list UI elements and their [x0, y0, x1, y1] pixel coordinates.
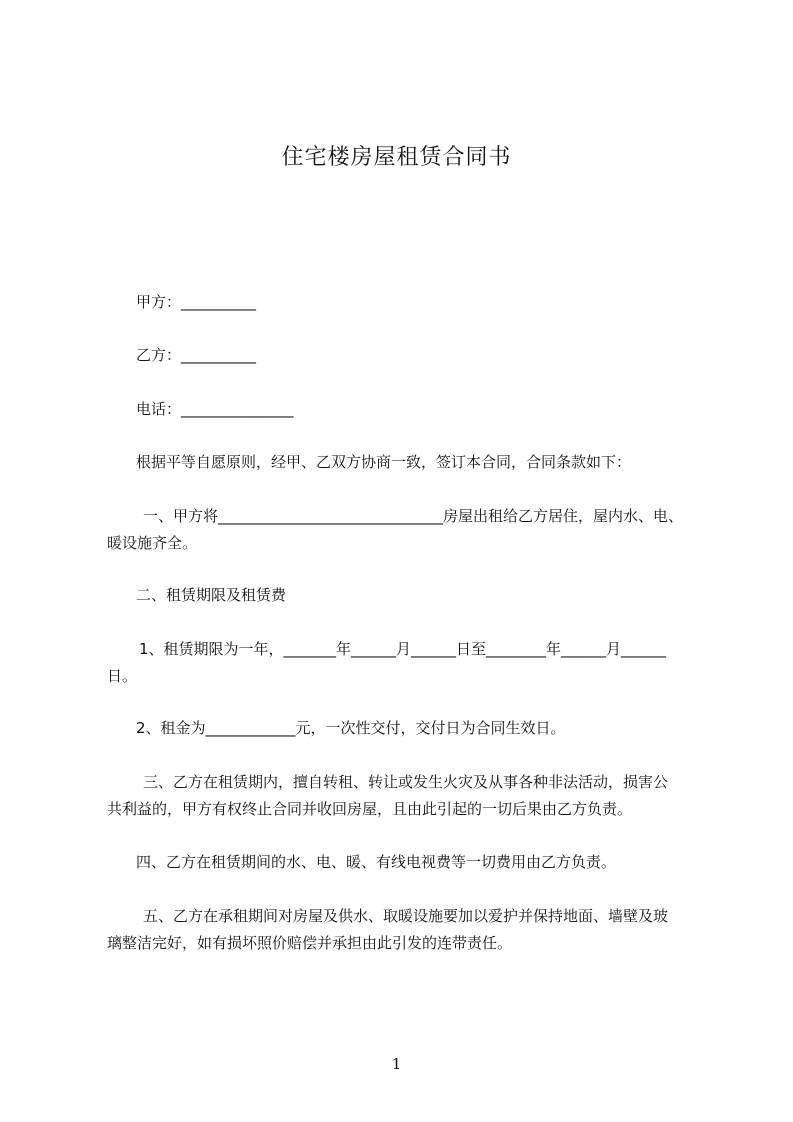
page-number: 1: [391, 1055, 402, 1073]
party-a-line: 甲方：__________: [136, 293, 257, 311]
document-title: 住宅楼房屋租赁合同书: [281, 145, 512, 170]
clause-2-1-line-1: 1、租赁期限为一年，_______年______月______日至________年______月______: [139, 640, 667, 658]
clause-5-line-2: 璃整洁完好，如有损坏照价赔偿并承担由此引发的连带责任。: [107, 934, 513, 952]
clause-4: 四、乙方在租赁期间的水、电、暖、有线电视费等一切费用由乙方负责。: [136, 853, 617, 871]
clause-3-line-1: 三、乙方在租赁期内，擅自转租、转让或发生火灾及从事各种非法活动，损害公: [143, 773, 669, 791]
clause-2-1-line-2: 日。: [107, 667, 138, 685]
clause-2-2: 2、租金为____________元，一次性交付，交付日为合同生效日。: [136, 719, 566, 737]
clause-1-line-1: 一、甲方将______________________________房屋出租给乙方居住，屋内水、电、: [143, 507, 684, 525]
clause-2-heading: 二、租赁期限及租赁费: [136, 586, 287, 604]
party-b-line: 乙方：__________: [136, 346, 257, 364]
clause-3-line-2: 共利益的，甲方有权终止合同并收回房屋，且由此引起的一切后果由乙方负责。: [107, 800, 633, 818]
clause-1-line-2: 暖设施齐全。: [107, 534, 198, 552]
clause-5-line-1: 五、乙方在承租期间对房屋及供水、取暖设施要加以爱护并保持地面、墙壁及玻: [143, 907, 669, 925]
phone-line: 电话：_______________: [136, 400, 294, 418]
intro-paragraph: 根据平等自愿原则，经甲、乙双方协商一致，签订本合同，合同条款如下：: [136, 453, 632, 471]
